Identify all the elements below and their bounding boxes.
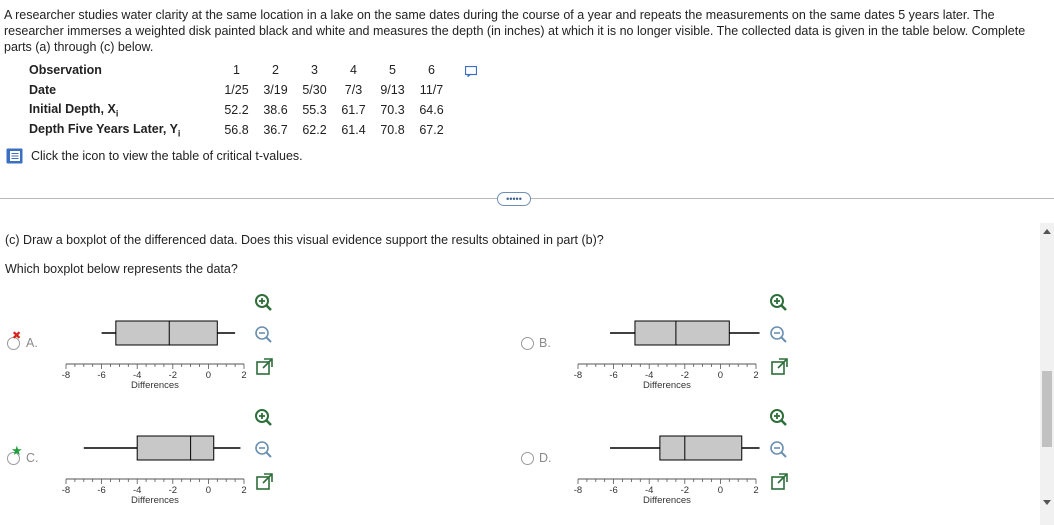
tick-label: 0	[205, 370, 212, 381]
tick-label: -8	[573, 485, 583, 496]
table-cell: 3	[311, 63, 318, 77]
tick-label: -6	[609, 370, 618, 381]
tick-label: -2	[680, 370, 690, 381]
table-cell: 67.2	[419, 123, 444, 137]
option-radio-b[interactable]	[521, 337, 534, 350]
table-cell: 2	[272, 63, 279, 77]
table-row	[29, 100, 451, 120]
sub-question-text: Which boxplot below represents the data?	[5, 262, 238, 276]
copy-table-icon[interactable]	[465, 66, 477, 77]
tick-label: 0	[717, 485, 724, 496]
tick-label: 0	[205, 485, 212, 496]
tick-label: -8	[61, 370, 71, 381]
table-cell: 70.8	[380, 123, 405, 137]
scroll-up-arrow[interactable]	[1043, 229, 1051, 234]
axis-label: Differences	[131, 495, 179, 506]
expand-more-button[interactable]: •••••	[497, 192, 531, 206]
open-new-window-icon[interactable]	[254, 472, 274, 492]
problem-statement: A researcher studies water clarity at the same location in a lake on the same dates during the course of a year and repeats the measurements on the same dates 5 years later. The researcher immerses a weighted disk painted black and white and measures the depth (in inches) at which it is no longer visible. The collected data is given in the table below. Complete parts (a) through (c) below.	[4, 8, 1026, 54]
table-cell: 55.3	[302, 103, 327, 117]
table-row	[29, 60, 451, 80]
table-cell: 9/13	[380, 83, 405, 97]
table-cell: 4	[350, 63, 357, 77]
table-cell: 62.2	[302, 123, 327, 137]
table-cell: 5/30	[302, 83, 327, 97]
table-cell: 64.6	[419, 103, 444, 117]
zoom-in-icon[interactable]	[769, 408, 789, 428]
zoom-in-icon[interactable]	[769, 293, 789, 313]
axis-label: Differences	[643, 495, 691, 506]
table-cell: 6	[428, 63, 435, 77]
option-letter: C.	[26, 451, 39, 465]
boxplot-d	[572, 427, 762, 507]
option-letter: B.	[539, 336, 551, 350]
zoom-in-icon[interactable]	[254, 293, 274, 313]
table-cell: 56.8	[224, 123, 249, 137]
tick-label: -4	[644, 485, 654, 496]
tick-label: 2	[241, 485, 247, 496]
plot-tools	[769, 293, 793, 389]
tick-label: -8	[573, 370, 583, 381]
table-row	[29, 80, 451, 100]
zoom-out-icon[interactable]	[254, 440, 274, 460]
tick-label: -2	[680, 485, 690, 496]
tick-label: -4	[132, 370, 142, 381]
table-cell: 1	[233, 63, 240, 77]
tick-label: -6	[609, 485, 618, 496]
tick-label: -8	[61, 485, 71, 496]
book-icon	[6, 148, 23, 164]
open-new-window-icon[interactable]	[769, 472, 789, 492]
tick-label: -4	[644, 370, 654, 381]
option-letter: D.	[539, 451, 552, 465]
box-iqr	[116, 321, 217, 345]
critical-values-link[interactable]	[6, 148, 303, 164]
critical-values-link-text: Click the icon to view the table of critical t-values.	[31, 149, 303, 163]
open-new-window-icon[interactable]	[254, 357, 274, 377]
boxplot-c	[60, 427, 250, 507]
boxplot-a	[60, 312, 250, 392]
tick-label: 0	[717, 370, 724, 381]
table-cell: 7/3	[344, 83, 363, 97]
box-iqr	[635, 321, 729, 345]
option-letter: A.	[26, 336, 38, 350]
tick-label: -2	[168, 485, 178, 496]
scroll-down-arrow[interactable]	[1043, 500, 1051, 505]
question-text: (c) Draw a boxplot of the differenced data. Does this visual evidence support the results obtained in part (b)?	[5, 233, 604, 247]
zoom-out-icon[interactable]	[254, 325, 274, 345]
boxplot-b	[572, 312, 762, 392]
scroll-thumb[interactable]	[1042, 371, 1052, 447]
axis-label: Differences	[131, 380, 179, 391]
vertical-scrollbar[interactable]	[1040, 223, 1054, 525]
table-cell: 52.2	[224, 103, 249, 117]
tick-label: 2	[241, 370, 247, 381]
table-cell: 36.7	[263, 123, 288, 137]
row-label: Date	[29, 83, 57, 97]
row-label: Initial Depth, $X_i$	[29, 101, 119, 119]
table-row	[29, 120, 451, 140]
table-cell: 61.7	[341, 103, 366, 117]
tick-label: -6	[97, 485, 106, 496]
plot-tools	[769, 408, 793, 504]
plot-tools	[254, 408, 278, 504]
row-label: Observation	[29, 63, 102, 77]
incorrect-mark-icon: ✖	[12, 330, 22, 342]
box-iqr	[137, 436, 214, 460]
tick-label: -2	[168, 370, 178, 381]
tick-label: -6	[97, 370, 106, 381]
data-table	[29, 60, 451, 140]
option-radio-d[interactable]	[521, 452, 534, 465]
box-iqr	[660, 436, 742, 460]
table-cell: 70.3	[380, 103, 405, 117]
table-cell: 61.4	[341, 123, 366, 137]
axis-label: Differences	[643, 380, 691, 391]
tick-label: 2	[753, 485, 759, 496]
plot-tools	[254, 293, 278, 389]
table-cell: 38.6	[263, 103, 288, 117]
row-label: Depth Five Years Later, $Y_i$	[29, 121, 181, 139]
zoom-out-icon[interactable]	[769, 440, 789, 460]
open-new-window-icon[interactable]	[769, 357, 789, 377]
zoom-out-icon[interactable]	[769, 325, 789, 345]
tick-label: -4	[132, 485, 142, 496]
tick-label: 2	[753, 370, 759, 381]
table-cell: 1/25	[224, 83, 249, 97]
table-cell: 11/7	[419, 83, 444, 97]
zoom-in-icon[interactable]	[254, 408, 274, 428]
table-cell: 3/19	[263, 83, 288, 97]
table-cell: 5	[389, 63, 396, 77]
correct-mark-icon: ★	[11, 443, 23, 458]
